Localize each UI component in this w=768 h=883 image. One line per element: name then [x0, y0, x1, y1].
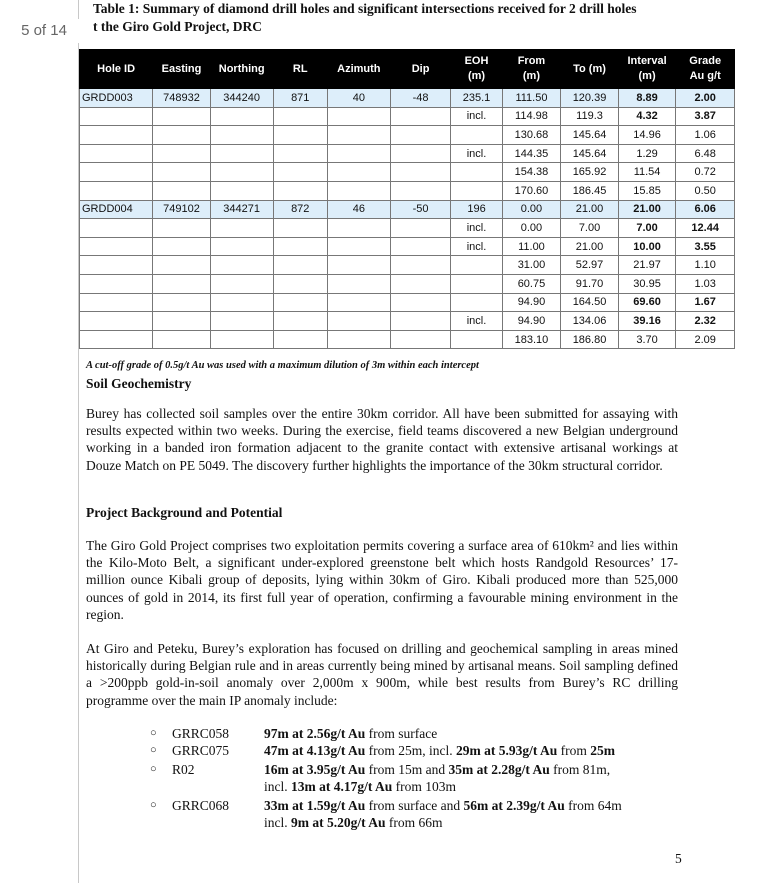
table-cell [451, 274, 502, 293]
table-header-cell: RL [273, 50, 327, 89]
table-cell [390, 293, 451, 312]
table-cell: 119.3 [561, 107, 619, 126]
table-cell: 114.98 [502, 107, 561, 126]
table-cell: 14.96 [618, 126, 676, 145]
result-segment: from surface [365, 726, 438, 741]
table-cell: 2.00 [676, 89, 735, 108]
table-cell: 21.00 [561, 237, 619, 256]
table-cell: -50 [390, 200, 451, 219]
page-indicator[interactable]: 5 of 14 [0, 19, 88, 43]
result-text [264, 761, 630, 795]
table-header-cell: Easting [153, 50, 211, 89]
table-cell [210, 107, 273, 126]
table-cell [80, 126, 153, 145]
table-header-cell: EOH (m) [451, 50, 502, 89]
table-cell [210, 274, 273, 293]
table-cell: 196 [451, 200, 502, 219]
result-hole-id: GRRC068 [172, 798, 230, 813]
table-cell: 94.90 [502, 293, 561, 312]
table-cell [273, 330, 327, 349]
table-cell: 1.67 [676, 293, 735, 312]
table-cell [273, 144, 327, 163]
table-cell [80, 274, 153, 293]
table-cell: 144.35 [502, 144, 561, 163]
table-cell: 6.06 [676, 200, 735, 219]
result-segment: from 25m, incl. [365, 743, 456, 758]
table-cell: 7.00 [618, 219, 676, 238]
table-cell: 21.00 [618, 200, 676, 219]
table-cell [327, 274, 390, 293]
table-cell: 111.50 [502, 89, 561, 108]
table-cell [273, 312, 327, 331]
table-cell: 154.38 [502, 163, 561, 182]
table-cell [273, 163, 327, 182]
table-cell [210, 163, 273, 182]
table-cell: 0.50 [676, 181, 735, 200]
table-cell: 60.75 [502, 274, 561, 293]
result-hole-id: GRRC058 [172, 726, 230, 741]
table-cell [80, 330, 153, 349]
table-cell: -48 [390, 89, 451, 108]
table-cell: 7.00 [561, 219, 619, 238]
table-cell: 0.00 [502, 219, 561, 238]
table-cell [327, 107, 390, 126]
bullet-icon: ○ [150, 763, 157, 775]
table-cell: 164.50 [561, 293, 619, 312]
table-cell [80, 181, 153, 200]
table-cell [327, 181, 390, 200]
table-cell: 871 [273, 89, 327, 108]
table-cell: 12.44 [676, 219, 735, 238]
result-segment: 13m at 4.17g/t Au [291, 779, 393, 794]
table-cell [390, 181, 451, 200]
table-cell [390, 163, 451, 182]
result-item [150, 742, 630, 759]
table-cell: 1.29 [618, 144, 676, 163]
result-item [150, 725, 630, 742]
table-cell: 0.00 [502, 200, 561, 219]
bullet-icon: ○ [150, 727, 157, 739]
table-cell: GRDD004 [80, 200, 153, 219]
table-cell [153, 219, 211, 238]
table-cell [153, 293, 211, 312]
table-cell [327, 330, 390, 349]
table-cell: 46 [327, 200, 390, 219]
result-hole-id: GRRC075 [172, 743, 230, 758]
table-row [80, 107, 735, 126]
table-cell: 31.00 [502, 256, 561, 275]
table-header-row [80, 50, 735, 89]
result-segment: 16m at 3.95g/t Au [264, 762, 366, 777]
table-cell: 344271 [210, 200, 273, 219]
table-cell [390, 237, 451, 256]
table-cell [390, 330, 451, 349]
table-cell [80, 219, 153, 238]
table-cell [210, 312, 273, 331]
table-cell: 749102 [153, 200, 211, 219]
table-cell: 2.09 [676, 330, 735, 349]
table-cell: 91.70 [561, 274, 619, 293]
bullet-icon: ○ [150, 799, 157, 811]
table-cell: 186.45 [561, 181, 619, 200]
table-cell [390, 274, 451, 293]
table-header-cell: Grade Au g/t [676, 50, 735, 89]
table-row [80, 330, 735, 349]
table-cell: 8.89 [618, 89, 676, 108]
table-header-cell: Hole ID [80, 50, 153, 89]
table-row [80, 144, 735, 163]
result-text [264, 742, 630, 759]
table-cell [390, 107, 451, 126]
table-cell: 15.85 [618, 181, 676, 200]
result-segment: 35m at 2.28g/t Au [448, 762, 550, 777]
result-segment: from 103m [392, 779, 456, 794]
background-heading: Project Background and Potential [86, 505, 283, 520]
result-segment: from 64m incl. [264, 798, 622, 830]
result-segment: from surface and [365, 798, 464, 813]
table-cell [210, 256, 273, 275]
soil-paragraph: Burey has collected soil samples over the entire 30km corridor. All have been submitted for assaying with results expected within two weeks. During the exercise, field teams discovered a new Belgian underground working in a banded iron formation adjacent to the granite contact with extensive artisanal workings at Douze Match on PE 5049. The discovery further highlights the importance of the 30km structural corridor. [86, 406, 678, 473]
page-number: 5 [675, 851, 682, 866]
table-cell [451, 126, 502, 145]
table-cell [210, 293, 273, 312]
table-row [80, 237, 735, 256]
table-cell [210, 330, 273, 349]
table-cell [273, 126, 327, 145]
result-text [264, 797, 630, 831]
table-cell: 10.00 [618, 237, 676, 256]
table-cell [80, 237, 153, 256]
table-cell: 2.32 [676, 312, 735, 331]
table-row [80, 274, 735, 293]
table-footnote: A cut-off grade of 0.5g/t Au was used with a maximum dilution of 3m within each intercept [86, 360, 479, 371]
table-cell [153, 163, 211, 182]
result-segment: 97m at 2.56g/t Au [264, 726, 366, 741]
table-cell [153, 144, 211, 163]
table-cell: 183.10 [502, 330, 561, 349]
table-cell: 4.32 [618, 107, 676, 126]
table-cell [80, 312, 153, 331]
table-cell [390, 219, 451, 238]
table-cell: 6.48 [676, 144, 735, 163]
table-cell: incl. [451, 107, 502, 126]
table-cell: 1.06 [676, 126, 735, 145]
drill-results-list [150, 725, 630, 831]
table-cell [153, 181, 211, 200]
table-header-cell: Dip [390, 50, 451, 89]
result-segment: from [557, 743, 591, 758]
table-cell: 344240 [210, 89, 273, 108]
table-cell [451, 330, 502, 349]
table-header-cell: Azimuth [327, 50, 390, 89]
table-cell: 134.06 [561, 312, 619, 331]
table-cell [327, 126, 390, 145]
table-cell: 120.39 [561, 89, 619, 108]
table-cell [327, 312, 390, 331]
table-cell: 3.70 [618, 330, 676, 349]
result-segment: 9m at 5.20g/t Au [291, 815, 386, 830]
result-segment: 33m at 1.59g/t Au [264, 798, 366, 813]
table-cell [210, 237, 273, 256]
table-cell [153, 330, 211, 349]
table-header-cell: Northing [210, 50, 273, 89]
table-cell [390, 256, 451, 275]
table-cell [153, 274, 211, 293]
table-cell: incl. [451, 237, 502, 256]
result-hole-id: R02 [172, 762, 195, 777]
table-cell [390, 312, 451, 331]
table-row [80, 181, 735, 200]
table-cell: 872 [273, 200, 327, 219]
table-cell: 165.92 [561, 163, 619, 182]
table-cell [327, 163, 390, 182]
table-cell: 1.03 [676, 274, 735, 293]
table-cell [327, 256, 390, 275]
result-item [150, 797, 630, 831]
table-cell [153, 312, 211, 331]
table-cell [273, 274, 327, 293]
table-row [80, 200, 735, 219]
result-segment: from 15m and [365, 762, 449, 777]
table-caption-line2: t the Giro Gold Project, DRC [93, 19, 262, 34]
table-cell [327, 293, 390, 312]
background-paragraph-1: The Giro Gold Project comprises two exploitation permits covering a surface area of 610km² and lies within the Kilo-Moto Belt, a significant under-explored greenstone belt which hosts Randgold Resources’ 17-million ounce Kibali group of deposits, lying within 30km of Giro. Kibali produced more than 525,000 ounces of gold in 2014, its first full year of operation, confirming a favourable mining environment in the region. [86, 538, 678, 622]
table-cell [80, 293, 153, 312]
table-cell: incl. [451, 144, 502, 163]
table-header-cell: Interval (m) [618, 50, 676, 89]
table-cell [273, 256, 327, 275]
table-cell [273, 293, 327, 312]
table-cell [390, 126, 451, 145]
table-cell [273, 219, 327, 238]
table-header-cell: To (m) [561, 50, 619, 89]
table-cell: incl. [451, 219, 502, 238]
table-cell: 3.87 [676, 107, 735, 126]
table-cell [80, 144, 153, 163]
table-cell [451, 181, 502, 200]
table-cell: 52.97 [561, 256, 619, 275]
table-row [80, 126, 735, 145]
table-cell: 235.1 [451, 89, 502, 108]
table-cell: 145.64 [561, 126, 619, 145]
table-cell: 748932 [153, 89, 211, 108]
result-segment: 56m at 2.39g/t Au [463, 798, 565, 813]
table-cell: 39.16 [618, 312, 676, 331]
result-segment: 29m at 5.93g/t Au [456, 743, 558, 758]
table-cell: 170.60 [502, 181, 561, 200]
table-cell [390, 144, 451, 163]
table-cell [210, 144, 273, 163]
table-cell [327, 219, 390, 238]
table-cell: 11.54 [618, 163, 676, 182]
table-cell [451, 293, 502, 312]
table-cell: 0.72 [676, 163, 735, 182]
result-segment: 47m at 4.13g/t Au [264, 743, 366, 758]
table-cell [80, 107, 153, 126]
table-cell: 40 [327, 89, 390, 108]
table-row [80, 219, 735, 238]
table-cell: GRDD003 [80, 89, 153, 108]
table-row [80, 89, 735, 108]
table-cell [273, 107, 327, 126]
table-cell: 21.97 [618, 256, 676, 275]
table-cell [273, 181, 327, 200]
table-cell: 130.68 [502, 126, 561, 145]
table-cell: 94.90 [502, 312, 561, 331]
table-row [80, 256, 735, 275]
table-cell: 186.80 [561, 330, 619, 349]
table-cell [451, 256, 502, 275]
table-cell [273, 237, 327, 256]
table-cell [210, 219, 273, 238]
table-cell: 11.00 [502, 237, 561, 256]
table-cell [210, 181, 273, 200]
result-segment: from 81m, incl. [264, 762, 611, 794]
result-item [150, 761, 630, 795]
result-text [264, 725, 630, 742]
table-cell [327, 144, 390, 163]
bullet-icon: ○ [150, 744, 157, 756]
table-cell [451, 163, 502, 182]
table-cell: 30.95 [618, 274, 676, 293]
soil-heading: Soil Geochemistry [86, 376, 192, 391]
table-row [80, 163, 735, 182]
result-segment: 25m [590, 743, 615, 758]
table-cell: 3.55 [676, 237, 735, 256]
result-segment: from 66m [385, 815, 443, 830]
table-cell [80, 163, 153, 182]
table-cell [153, 107, 211, 126]
table-header-cell: From (m) [502, 50, 561, 89]
table-cell [153, 256, 211, 275]
table-cell [153, 126, 211, 145]
table-cell: incl. [451, 312, 502, 331]
table-row [80, 293, 735, 312]
table-cell: 145.64 [561, 144, 619, 163]
drill-results-table [79, 49, 735, 349]
table-caption-line1: Table 1: Summary of diamond drill holes and significant intersections received for 2 drill holes [93, 1, 637, 16]
table-cell [210, 126, 273, 145]
table-cell: 69.60 [618, 293, 676, 312]
background-paragraph-2: At Giro and Peteku, Burey’s exploration has focused on drilling and geochemical sampling in areas mined historically during Belgian rule and in areas currently being mined by artisanal means. Soil sampling defined a >200ppb gold-in-soil anomaly over 2,000m x 900m, while best results from Burey’s RC drilling programme over the main IP anomaly include: [86, 641, 678, 708]
table-row [80, 312, 735, 331]
table-cell: 21.00 [561, 200, 619, 219]
table-cell [80, 256, 153, 275]
table-cell [327, 237, 390, 256]
table-cell [153, 237, 211, 256]
table-cell: 1.10 [676, 256, 735, 275]
